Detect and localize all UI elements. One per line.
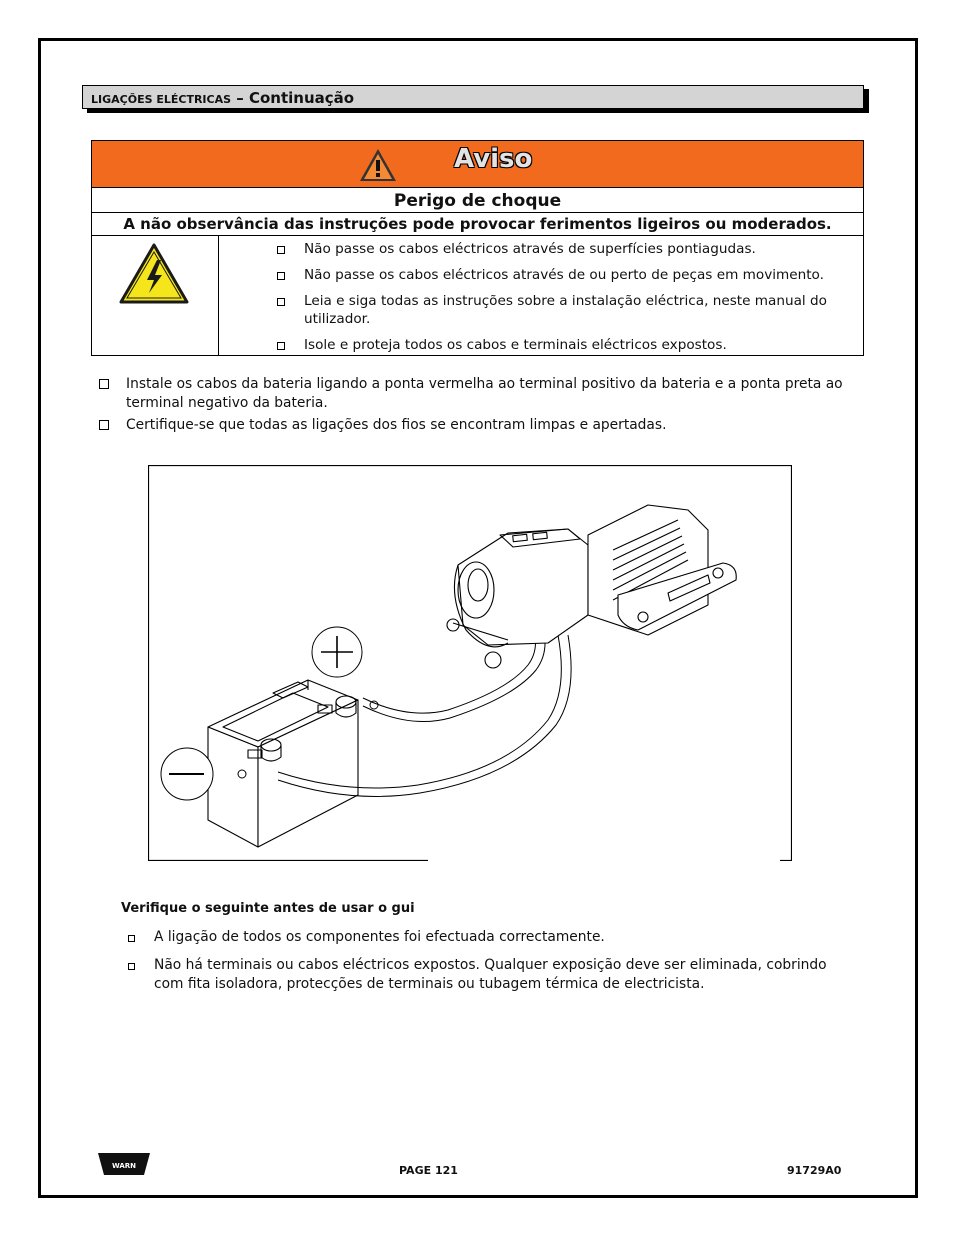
warning-signal-word: Aviso: [454, 144, 533, 174]
warn-logo: [98, 1153, 150, 1175]
list-item: Não passe os cabos eléctricos através de ou perto de peças em movimento.: [277, 266, 863, 284]
bullet-box-icon: [277, 298, 285, 306]
battery-drawing: [208, 680, 358, 847]
page-number: PAGE 121: [399, 1164, 458, 1177]
warning-list: [219, 236, 863, 355]
warning-icon-cell: [92, 236, 219, 355]
section-title-smallcaps: LIGAÇÕES ELÉCTRICAS: [91, 93, 232, 106]
warning-body: [92, 236, 863, 355]
winch-drawing: [447, 505, 736, 668]
svg-text:WARN: WARN: [111, 1162, 137, 1170]
electric-shock-warning-icon: [119, 243, 189, 305]
warning-hazard: Perigo de choque: [92, 188, 863, 213]
list-item: A ligação de todos os componentes foi efectuada correctamente.: [128, 928, 858, 947]
list-item: Não há terminais ou cabos eléctricos expostos. Qualquer exposição deve ser eliminada, cobrindo com fita isoladora, protecções de terminais ou tubagem térmica de electricista.: [128, 956, 858, 994]
bullet-box-icon: [99, 420, 109, 430]
installation-steps: [98, 375, 858, 438]
warning-consequence: A não observância das instruções pode provocar ferimentos ligeiros ou moderados.: [92, 213, 863, 236]
caution-triangle-icon: [357, 144, 399, 184]
list-item: Não passe os cabos eléctricos através de superfícies pontiagudas.: [277, 240, 863, 258]
checklist: [128, 928, 858, 1003]
bullet-box-icon: [128, 963, 135, 970]
list-item: Certifique-se que todas as ligações dos fios se encontram limpas e apertadas.: [98, 416, 858, 435]
warning-box: [91, 140, 864, 356]
list-item: Leia e siga todas as instruções sobre a instalação eléctrica, neste manual do utilizador.: [277, 292, 863, 328]
warning-title-bar: [92, 141, 863, 188]
bullet-box-icon: [277, 246, 285, 254]
document-code: 91729A0: [787, 1164, 842, 1177]
bullet-box-icon: [277, 272, 285, 280]
section-title-rest: – Continuação: [231, 89, 355, 107]
bullet-box-icon: [128, 935, 135, 942]
section-header: [82, 85, 864, 109]
list-item: Instale os cabos da bateria ligando a ponta vermelha ao terminal positivo da bateria e a ponta preta ao terminal negativo da bateria.: [98, 375, 858, 413]
bullet-box-icon: [277, 342, 285, 350]
bullet-box-icon: [99, 379, 109, 389]
list-item: Isole e proteja todos os cabos e terminais eléctricos expostos.: [277, 336, 863, 354]
winch-battery-diagram: [148, 465, 792, 861]
checklist-title: Verifique o seguinte antes de usar o gui: [121, 901, 415, 916]
